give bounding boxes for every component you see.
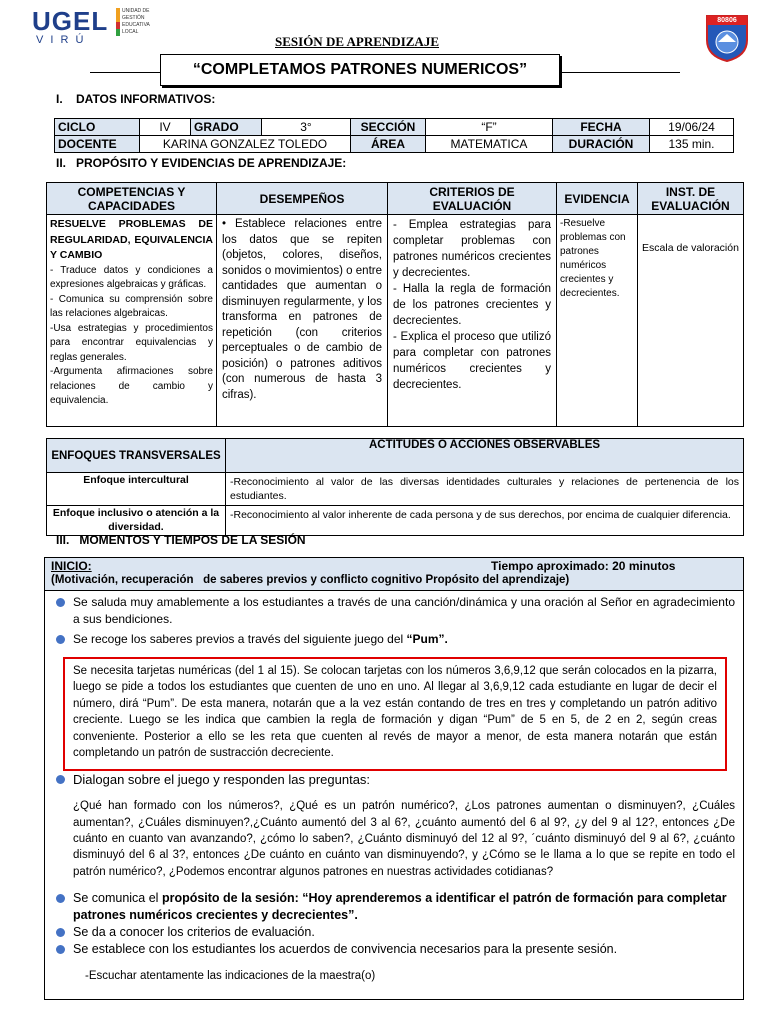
seal-number: 80806 <box>717 17 737 24</box>
ugel-logo-lines <box>116 8 172 36</box>
enfoques-table <box>46 438 744 536</box>
ugel-line: UNIDAD DE GESTIÓN <box>116 8 172 22</box>
col-criterios: CRITERIOS DE EVALUACIÓN <box>388 183 557 215</box>
bullet-text-bold: “Pum”. <box>406 632 448 646</box>
title-rule <box>560 72 680 73</box>
ciclo-label: CICLO <box>55 119 140 136</box>
ugel-logo-main: UGEL <box>32 6 109 36</box>
title-rule <box>90 72 160 73</box>
bullet-text: Se recoge los saberes previos a través del siguiente juego del <box>73 632 407 646</box>
instrumento-text: Escala de valoración <box>642 242 739 254</box>
ugel-logo-city: V I R Ú <box>36 34 86 46</box>
enfoque-text: -Reconocimiento al valor de las diversas identidades culturales y relaciones de pertenencia de los estudiantes. <box>226 473 744 506</box>
col-competencias: COMPETENCIAS Y CAPACIDADES <box>47 183 217 215</box>
bullet-text-bold: propósito de la sesión: “Hoy aprenderemos a identificar el patrón de formación para completar patrones numéricos crecientes y decrecientes”. <box>73 890 727 922</box>
ugel-line: EDUCATIVA <box>116 22 172 29</box>
bullet-text: Se establece con los estudiantes los acuerdos de convivencia necesarios para la presente sesión. <box>73 941 618 956</box>
questions-text: ¿Qué han formado con los números?, ¿Qué es un patrón numérico?, ¿Los patrones aumentan o disminuyen?, ¿Cuáles aumentan?, ¿Cuáles disminuyen?,¿Cuánto aumentó del 3 al 6?, ¿cuánto aumentó del 6 al 9?, ¿y del 9 al 12?, entonces ¿De cuánto en cuanto van avanzando?, ¿cómo lo saben?, ¿Cuánto disminuyó del 12 al 9?, ´cuánto disminuyó del 9 al 6?, ¿cuánto disminuyó del 6 al 3?, entonces ¿De cuánto en cuánto van disminuyendo?, y ¿Cómo se le llama a lo que se repite en todo el patrón numérico?, ¿Podemos encontrar algunos patrones en nuestras actividades cotidianas? <box>73 800 735 878</box>
bullet-text: Se da a conocer los criterios de evaluación. <box>73 924 315 939</box>
ciclo-value: IV <box>140 119 191 136</box>
proposito-table <box>46 182 744 427</box>
competencias-cell <box>47 215 217 427</box>
datos-table <box>54 118 734 153</box>
criterios-cell <box>388 215 557 427</box>
bullet-dot-icon <box>56 598 65 607</box>
evidencia-text: -Resuelve problemas con patrones numéricos crecientes y decrecientes. <box>560 218 626 299</box>
bullet-text: Se comunica el <box>73 890 162 905</box>
instrumento-cell <box>638 215 744 427</box>
inicio-subtitle: (Motivación, recuperación de saberes previos y conflicto cognitivo Propósito del aprendizaje) <box>51 574 570 586</box>
bullet-dot-icon <box>56 775 65 784</box>
section-2-heading: II. PROPÓSITO Y EVIDENCIAS DE APRENDIZAJE: <box>56 156 347 170</box>
enfoque-name: Enfoque intercultural <box>47 473 226 506</box>
col-desempenos: DESEMPEÑOS <box>217 183 388 215</box>
enfoque-text: -Reconocimiento al valor inherente de cada persona y de sus derechos, por encima de cualquier diferencia. <box>226 506 744 536</box>
grado-value: 3° <box>262 119 351 136</box>
juego-pum-box <box>63 657 727 771</box>
inicio-content <box>45 591 743 982</box>
capacidad-item: - Traduce datos y condiciones a expresiones algebraicas y gráficas. <box>50 264 213 290</box>
bullet-text: Se saluda muy amablemente a los estudiantes a través de una canción/dinámica y una oración al Señor en agradecimiento a sus bendiciones. <box>73 595 735 626</box>
grado-label: GRADO <box>191 119 262 136</box>
juego-pum-text: Se necesita tarjetas numéricas (del 1 al 15). Se colocan tarjetas con los números 3,6,9,12 que serán colocados en la pizarra, luego se pide a todos los estudiantes que cuenten de uno en uno. Al llegar al 3,6,9,12 cada estudiante en lugar de decir el número, dirá “Pum”. De esta manera, notarán que a la vez están contando de tres en tres y completando un patrón aditivo creciente. Luego se les indica que cambien la regla de formación y digan “Pum” de 5 en 5, de 2 en 2, según creas conveniente. Posterior a ello se les reta que cuenten al revés de mayor a menor, de esta manera notarán que están completando un patrón de sustracción decreciente. <box>73 665 717 760</box>
momentos-box <box>44 557 744 1000</box>
tiempo-label: Tiempo aproximado: 20 minutos <box>491 559 676 573</box>
col-enfoques: ENFOQUES TRANSVERSALES <box>47 439 226 473</box>
bullet-dialogan <box>51 771 735 788</box>
bullet-saludo <box>51 594 735 628</box>
capacidad-item: -Usa estrategias y procedimientos para encontrar equivalencias y reglas generales. <box>50 322 213 363</box>
bullet-acuerdos <box>51 941 735 958</box>
section-3-heading: III. MOMENTOS Y TIEMPOS DE LA SESIÓN <box>56 533 306 547</box>
evidencia-cell <box>557 215 638 427</box>
agreement-item: -Escuchar atentamente las indicaciones de la maestra(o) <box>85 969 376 982</box>
desempeno-text: • Establece relaciones entre los datos que se repiten (objetos, colores, diseños, sonidos o movimientos) o entre cantidades que aumentan o disminuyen regularmente, y los transforma en patrones de repetición (con criterios perceptuales o de cambio de posición) o patrones aditivos (con numerous de hasta 3 cifras). <box>222 218 382 401</box>
title-banner <box>160 54 560 86</box>
bullet-text: Dialogan sobre el juego y responden las preguntas: <box>73 772 371 788</box>
competencia-title: RESUELVE PROBLEMAS DE REGULARIDAD, EQUIVALENCIA Y CAMBIO <box>50 218 213 261</box>
section-1-heading: I. DATOS INFORMATIVOS: <box>56 92 216 106</box>
seccion-value: “F” <box>426 119 553 136</box>
docente-value: KARINA GONZALEZ TOLEDO <box>140 136 351 153</box>
bullet-dot-icon <box>56 945 65 954</box>
bullet-dot-icon <box>56 635 65 644</box>
duracion-value: 135 min. <box>650 136 734 153</box>
bullet-dot-icon <box>56 928 65 937</box>
col-actitudes: ACTITUDES O ACCIONES OBSERVABLES <box>226 439 744 473</box>
criterio-item: - Explica el proceso que utilizó para completar con patrones numéricos crecientes y decrecientes. <box>393 331 551 391</box>
col-instrumento: INST. DE EVALUACIÓN <box>638 183 744 215</box>
criterio-item: - Halla la regla de formación de los patrones crecientes y decrecientes. <box>393 283 551 327</box>
criterio-item: - Emplea estrategias para completar problemas con patrones numéricos crecientes y decrecientes. <box>393 219 551 279</box>
session-label: SESIÓN DE APRENDIZAJE <box>275 34 439 49</box>
desempeno-cell <box>217 215 388 427</box>
enfoque-name: Enfoque inclusivo o atención a la diversidad. <box>47 506 226 536</box>
docente-label: DOCENTE <box>55 136 140 153</box>
page-title: “COMPLETAMOS PATRONES NUMERICOS” <box>192 61 528 78</box>
bullet-criterios <box>51 924 735 941</box>
bullet-saberes <box>51 631 735 648</box>
bullet-dot-icon <box>56 894 65 903</box>
capacidad-item: -Argumenta afirmaciones sobre relaciones de cambio y equivalencia. <box>50 366 213 406</box>
inicio-label: INICIO: <box>51 559 92 573</box>
duracion-label: DURACIÓN <box>553 136 650 153</box>
area-label: ÁREA <box>351 136 426 153</box>
fecha-label: FECHA <box>553 119 650 136</box>
capacidad-item: - Comunica su comprensión sobre las relaciones algebraicas. <box>50 293 213 319</box>
fecha-value: 19/06/24 <box>650 119 734 136</box>
seccion-label: SECCIÓN <box>351 119 426 136</box>
bullet-proposito <box>51 890 735 924</box>
inicio-header <box>45 558 743 591</box>
col-evidencia: EVIDENCIA <box>557 183 638 215</box>
ugel-line: LOCAL <box>116 29 172 36</box>
area-value: MATEMATICA <box>426 136 553 153</box>
